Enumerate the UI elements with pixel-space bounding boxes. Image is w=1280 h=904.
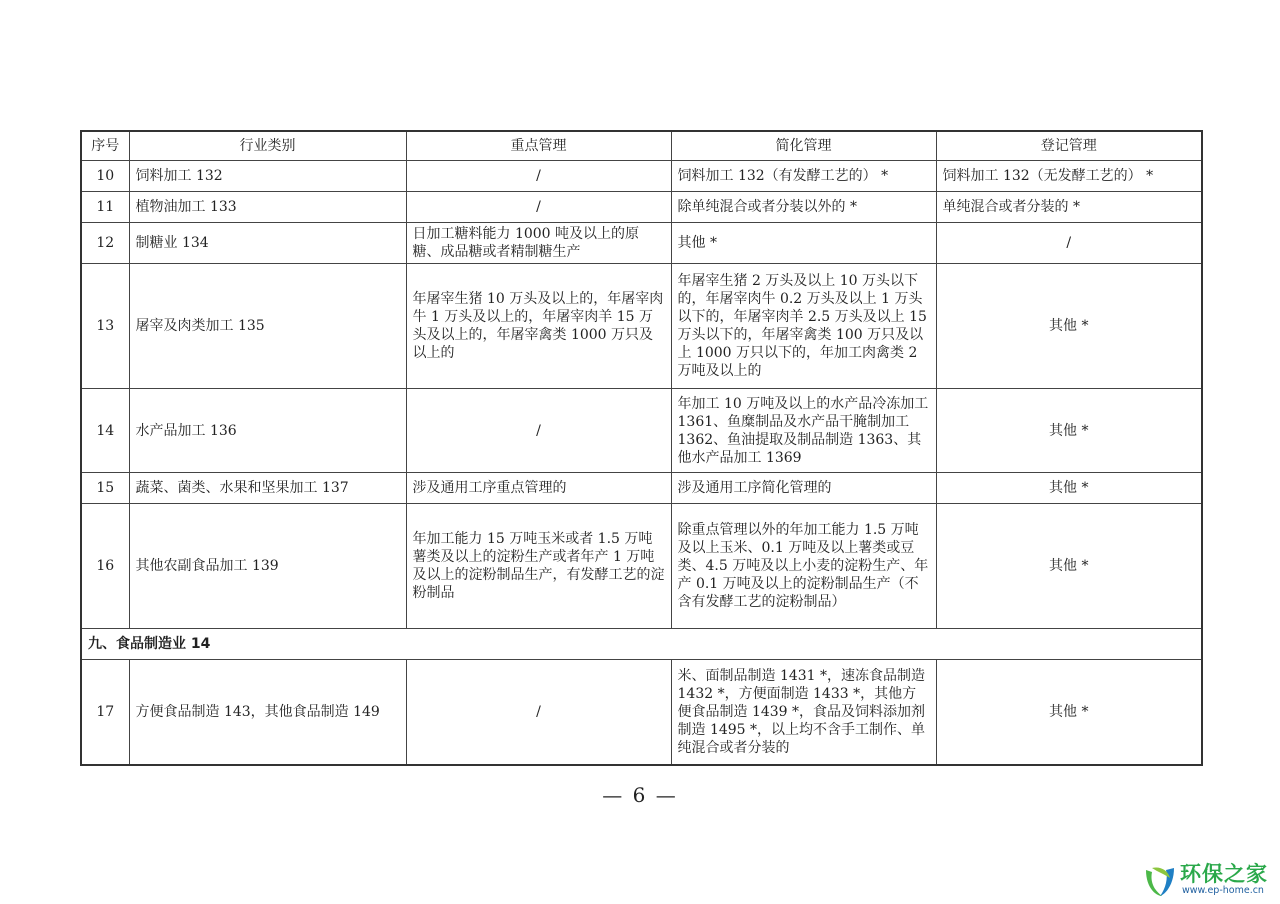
header-simplified-management: 简化管理 [671,131,936,161]
row-number: 15 [81,473,129,504]
row-category: 水产品加工 136 [129,389,406,473]
row-number: 12 [81,223,129,264]
row-number: 14 [81,389,129,473]
row-key-management: 涉及通用工序重点管理的 [406,473,671,504]
row-simplified-management: 涉及通用工序简化管理的 [671,473,936,504]
table-row [81,192,1202,223]
watermark [1140,858,1280,902]
table-row [81,161,1202,192]
header-serial-no: 序号 [81,131,129,161]
row-number: 16 [81,504,129,629]
row-simplified-management: 其他 * [671,223,936,264]
row-simplified-management: 米、面制品制造 1431 *，速冻食品制造 1432 *，方便面制造 1433 *，其他方便食品制造 1439 *，食品及饲料添加剂制造 1495 *，以上均不含手工制作、单纯混合或者分装的 [671,660,936,765]
row-category: 植物油加工 133 [129,192,406,223]
row-key-management: / [406,389,671,473]
row-category: 其他农副食品加工 139 [129,504,406,629]
page-number: — 6 — [602,783,678,807]
table-row [81,264,1202,389]
header-key-management: 重点管理 [406,131,671,161]
row-number: 10 [81,161,129,192]
row-category: 制糖业 134 [129,223,406,264]
table-row [81,473,1202,504]
row-key-management: / [406,660,671,765]
row-number: 17 [81,660,129,765]
section-row [81,629,1202,660]
row-simplified-management: 年加工 10 万吨及以上的水产品冷冻加工 1361、鱼糜制品及水产品干腌制加工 1362、鱼油提取及制品制造 1363、其他水产品加工 1369 [671,389,936,473]
table-row [81,389,1202,473]
table-header-row [81,131,1202,161]
watermark-url: www.ep-home.cn [1182,885,1264,896]
row-category: 蔬菜、菌类、水果和坚果加工 137 [129,473,406,504]
row-number: 11 [81,192,129,223]
header-industry-category: 行业类别 [129,131,406,161]
row-registration-management: 其他 * [936,264,1202,389]
row-category: 屠宰及肉类加工 135 [129,264,406,389]
section-title: 九、食品制造业 14 [81,629,1202,660]
header-registration-management: 登记管理 [936,131,1202,161]
row-registration-management: 其他 * [936,504,1202,629]
row-key-management: 年加工能力 15 万吨玉米或者 1.5 万吨薯类及以上的淀粉生产或者年产 1 万吨及以上的淀粉制品生产，有发酵工艺的淀粉制品 [406,504,671,629]
row-simplified-management: 饲料加工 132（有发酵工艺的） * [671,161,936,192]
row-registration-management: 饲料加工 132（无发酵工艺的） * [936,161,1202,192]
row-registration-management: 单纯混合或者分装的 * [936,192,1202,223]
row-registration-management: / [936,223,1202,264]
row-key-management: 年屠宰生猪 10 万头及以上的，年屠宰肉牛 1 万头及以上的，年屠宰肉羊 15 万头及以上的，年屠宰禽类 1000 万只及以上的 [406,264,671,389]
row-simplified-management: 除单纯混合或者分装以外的 * [671,192,936,223]
row-category: 饲料加工 132 [129,161,406,192]
row-registration-management: 其他 * [936,473,1202,504]
table-row [81,660,1202,765]
row-key-management: / [406,161,671,192]
row-registration-management: 其他 * [936,389,1202,473]
table-row [81,223,1202,264]
row-simplified-management: 年屠宰生猪 2 万头及以上 10 万头以下的，年屠宰肉牛 0.2 万头及以上 1 万头以下的，年屠宰肉羊 2.5 万头及以上 15 万头以下的，年屠宰禽类 100 万只及以上 1000 万只以下的，年加工肉禽类 2 万吨及以上的 [671,264,936,389]
permit-classification-table [80,130,1203,766]
row-category: 方便食品制造 143，其他食品制造 149 [129,660,406,765]
row-registration-management: 其他 * [936,660,1202,765]
leaf-logo-icon [1140,860,1180,900]
row-key-management: 日加工糖料能力 1000 吨及以上的原糖、成品糖或者精制糖生产 [406,223,671,264]
table-row [81,504,1202,629]
watermark-name: 环保之家 [1180,862,1268,886]
row-key-management: / [406,192,671,223]
row-simplified-management: 除重点管理以外的年加工能力 1.5 万吨及以上玉米、0.1 万吨及以上薯类或豆类、4.5 万吨及以上小麦的淀粉生产、年产 0.1 万吨及以上的淀粉制品生产（不含有发酵工艺的淀粉制品） [671,504,936,629]
row-number: 13 [81,264,129,389]
